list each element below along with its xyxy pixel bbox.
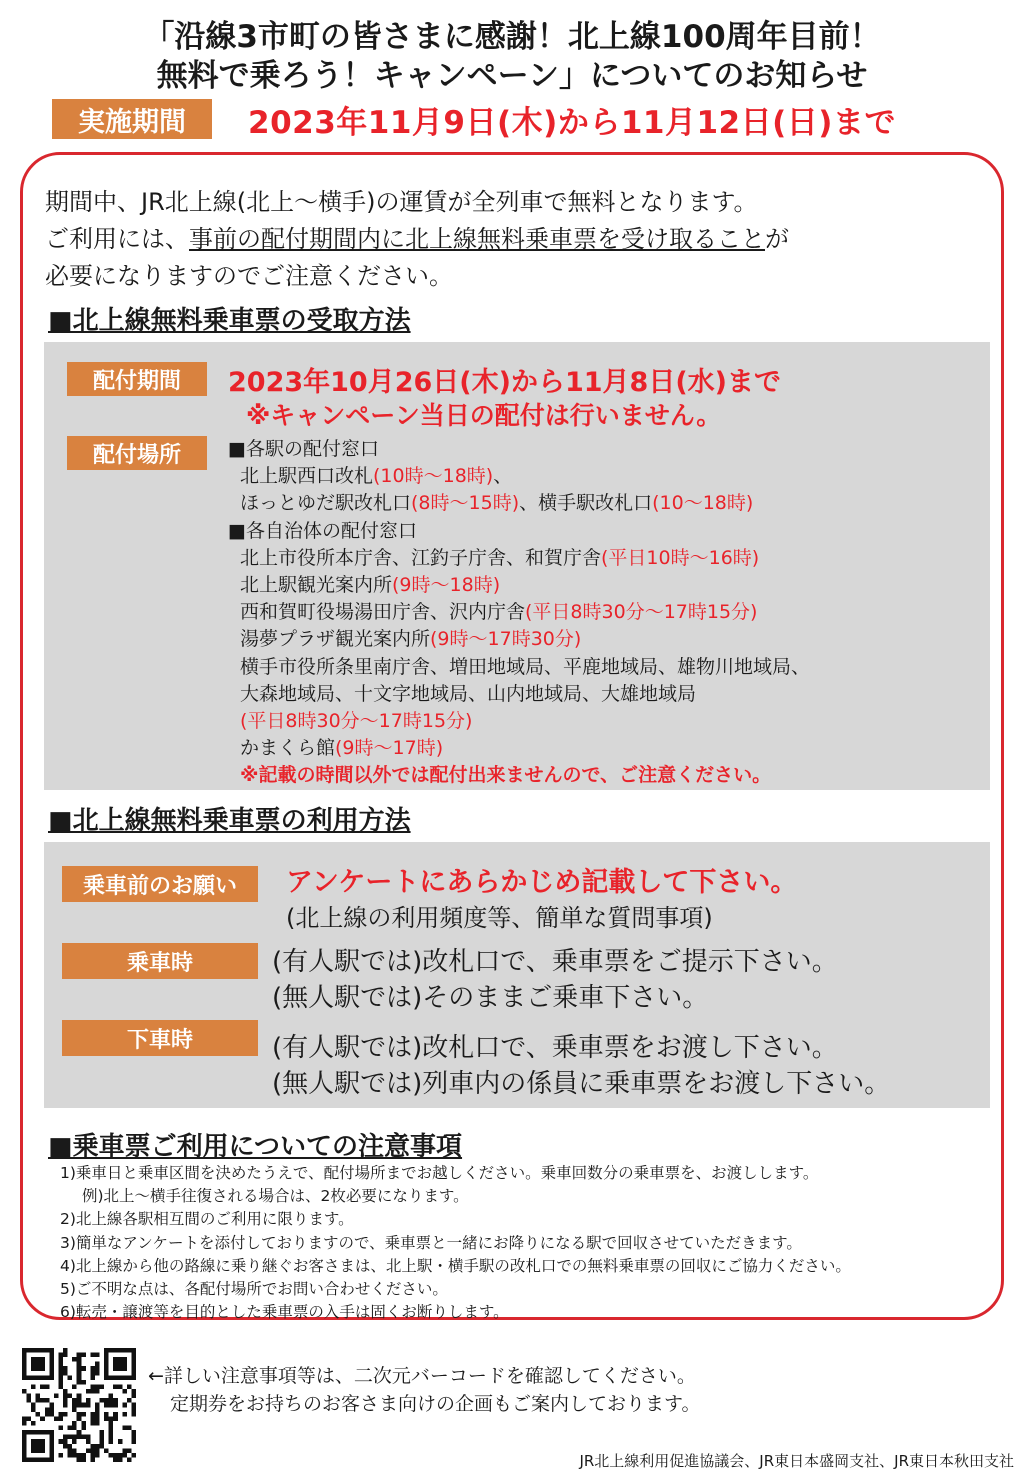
section-heading-notes: ■乗車票ご利用についての注意事項 <box>48 1132 463 1162</box>
note-item: 5)ご不明な点は、各配付場所でお問い合わせください。 <box>60 1280 448 1299</box>
before-boarding-sub: (北上線の利用頻度等、簡単な質問事項) <box>286 904 713 932</box>
qr-line2: 定期券をお持ちのお客さま向けの企画もご案内しております。 <box>170 1393 701 1415</box>
alighting-tag: 下車時 <box>62 1020 258 1056</box>
intro-text <box>45 184 985 295</box>
list-item: 大森地域局、十文字地域局、山内地域局、大雄地域局 <box>240 682 697 705</box>
list-item <box>228 572 810 599</box>
alighting-line2: (無人駅では)列車内の係員に乗車票をお渡し下さい。 <box>272 1069 891 1099</box>
list-item <box>228 545 810 572</box>
municipal-heading: ■各自治体の配付窓口 <box>228 519 417 542</box>
station-name: ほっとゆだ駅改札口 <box>240 492 412 515</box>
distribution-period-tag: 配付期間 <box>67 362 207 396</box>
note-item: 1)乗車日と乗車区間を決めたうえで、配付場所までお越しください。乗車回数分の乗車票を、お渡しします。 <box>60 1164 819 1182</box>
office-name: 北上駅観光案内所 <box>240 574 393 597</box>
distribution-period-note: ※キャンペーン当日の配付は行いません。 <box>246 401 722 430</box>
office-name: 北上市役所本庁舎、江釣子庁舎、和賀庁舎 <box>240 546 602 569</box>
campaign-period <box>52 98 896 140</box>
organizer-footer: JR北上線利用促進協議会、JR東日本盛岡支社、JR東日本秋田支社 <box>579 1452 1014 1470</box>
distribution-place-list <box>228 436 810 790</box>
office-hours: (9時〜18時) <box>392 574 501 597</box>
station-tail: 、 <box>493 465 513 488</box>
office-hours: (平日8時30分〜17時15分) <box>240 710 473 733</box>
intro-line3: 必要になりますのでご注意ください。 <box>45 262 453 290</box>
note-item: 6)転売・譲渡等を目的とした乗車票の入手は固くお断りします。 <box>60 1303 509 1322</box>
before-boarding-main: アンケートにあらかじめ記載して下さい。 <box>286 867 798 898</box>
office-hours: (9時〜17時30分) <box>430 628 582 651</box>
alighting-line1: (有人駅では)改札口で、乗車票をお渡し下さい。 <box>272 1033 838 1063</box>
station-hours: (10時〜18時) <box>373 465 494 488</box>
station-heading: ■各駅の配付窓口 <box>228 438 379 460</box>
alighting-instructions <box>272 1030 890 1102</box>
before-boarding-tag: 乗車前のお願い <box>62 866 258 902</box>
distribution-period-dates: 2023年10月26日(木)から11月8日(水)まで <box>228 367 782 398</box>
section-heading-usage: ■北上線無料乗車票の利用方法 <box>48 806 411 836</box>
list-item <box>228 626 810 653</box>
list-item <box>228 463 810 490</box>
boarding-tag: 乗車時 <box>62 943 258 979</box>
office-hours: (9時〜17時) <box>335 737 444 760</box>
intro-line1: 期間中、JR北上線(北上〜横手)の運賃が全列車で無料となります。 <box>45 188 758 216</box>
distribution-place-tag: 配付場所 <box>67 436 207 470</box>
note-item: 2)北上線各駅相互間のご利用に限ります。 <box>60 1210 354 1229</box>
office-name: かまくら館 <box>240 737 336 760</box>
station-hours: (10〜18時) <box>652 492 754 515</box>
note-item: 4)北上線から他の路線に乗り継ぐお客さまは、北上駅・横手駅の改札口での無料乗車票の回収にご協力ください。 <box>60 1256 851 1275</box>
boarding-line2: (無人駅では)そのままご乗車下さい。 <box>272 983 709 1013</box>
section-heading-receive: ■北上線無料乗車票の受取方法 <box>48 306 411 336</box>
list-item <box>228 735 810 762</box>
qr-code-icon[interactable] <box>22 1348 136 1462</box>
station-name: 、横手駅改札口 <box>519 492 653 515</box>
boarding-instructions <box>272 944 838 1016</box>
notice-title-line2: 無料で乗ろう！キャンペーン」についてのお知らせ <box>156 58 868 94</box>
boarding-line1: (有人駅では)改札口で、乗車票をご提示下さい。 <box>272 947 838 977</box>
office-hours: (平日10時〜16時) <box>601 546 760 569</box>
intro-line2-prefix: ご利用には、 <box>45 225 189 253</box>
office-name: 西和賀町役場湯田庁舎、沢内庁舎 <box>240 601 526 624</box>
office-name: 湯夢プラザ観光案内所 <box>240 628 431 651</box>
list-item <box>228 599 810 626</box>
notes-list <box>60 1162 1000 1324</box>
period-label-tag: 実施期間 <box>52 99 212 139</box>
distribution-warning: ※記載の時間以外では配付出来ませんので、ご注意ください。 <box>240 764 772 787</box>
list-item: 横手市役所条里南庁舎、増田地域局、平鹿地域局、雄物川地域局、 <box>240 655 811 678</box>
note-item: 3)簡単なアンケートを添付しておりますので、乗車票と一緒にお降りになる駅で回収させていただきます。 <box>60 1233 802 1252</box>
intro-line2-underlined: 事前の配付期間内に北上線無料乗車票を受け取ること <box>189 225 765 253</box>
note-item: 例)北上〜横手往復される場合は、2枚必要になります。 <box>82 1187 469 1206</box>
qr-description <box>148 1362 700 1418</box>
period-dates: 2023年11月9日(木)から11月12日(日)まで <box>248 104 896 141</box>
station-name: 北上駅西口改札 <box>240 465 374 488</box>
qr-line1: ←詳しい注意事項等は、二次元バーコードを確認してください。 <box>148 1365 696 1387</box>
intro-line2-suffix: が <box>765 225 789 253</box>
office-hours: (平日8時30分〜17時15分) <box>525 601 758 624</box>
notice-title-line1: 「沿線3市町の皆さまに感謝！北上線100周年目前！ <box>143 19 881 55</box>
list-item <box>228 490 810 517</box>
intro-line2 <box>45 221 985 258</box>
station-hours: (8時〜15時) <box>411 492 520 515</box>
